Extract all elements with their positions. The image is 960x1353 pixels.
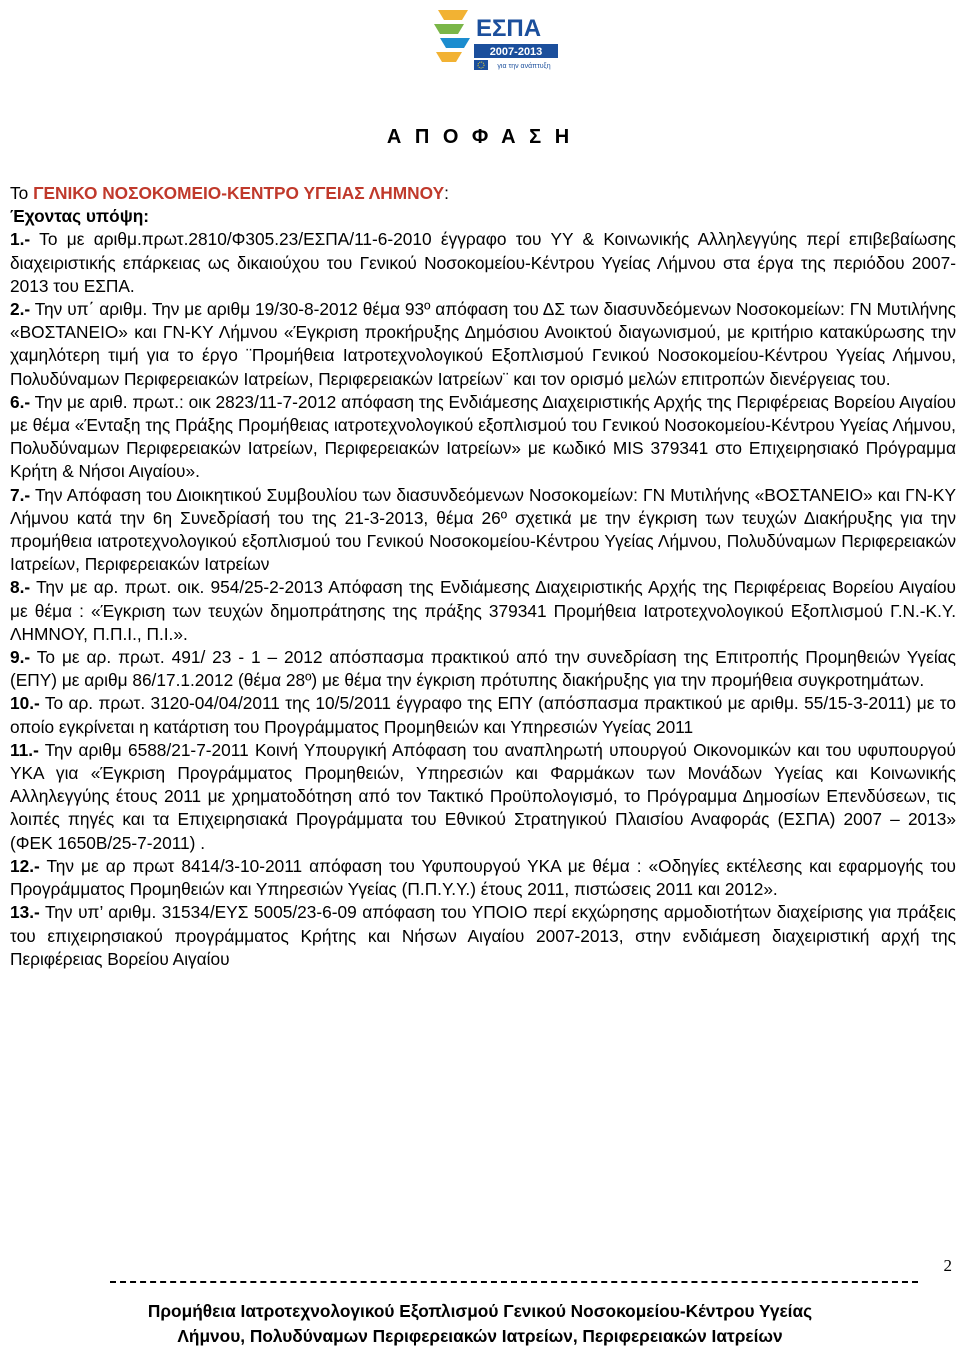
item-number: 2.- [10, 299, 31, 320]
item-number: 13.- [10, 902, 40, 923]
consideration-item [10, 391, 956, 484]
intro-suffix: : [444, 183, 449, 203]
item-text: Την με αρ. πρωτ. οικ. 954/25-2-2013 Απόφαση της Ενδιάμεσης Διαχειριστικής Αρχής της Περιφέρειας Βορείου Αιγαίου με θέμα : «Έγκριση των τευχών δημοπράτησης της πράξης 379341 Προμήθεια Ιατροτεχνολογικού Εξοπλισμού Γ.Ν.-Κ.Υ. ΛΗΜΝΟΥ, Π.Π.Ι., Π.Ι.». [10, 577, 956, 644]
consideration-item [10, 692, 956, 738]
item-number: 10.- [10, 693, 40, 714]
intro-prefix: Το [10, 183, 34, 203]
item-text: Το αρ. πρωτ. 3120-04/04/2011 της 10/5/2011 έγγραφο της ΕΠΥ (απόσπασμα πρακτικού με αριθμ. 55/15-3-2011) με το οποίο εγκρίνεται η κατάρτιση του Προγράμματος Προμηθειών και Υπηρεσιών Υγείας 2011 [10, 693, 956, 737]
consideration-item [10, 901, 956, 971]
item-number: 6.- [10, 391, 31, 412]
item-number: 8.- [10, 577, 31, 598]
logo-period: 2007-2013 [489, 46, 543, 58]
consideration-item [10, 484, 956, 577]
item-text: Την με αριθ. πρωτ.: οικ 2823/11-7-2012 απόφαση της Ενδιάμεσης Διαχειριστικής Αρχής της Περιφέρειας Βορείου Αιγαίου με θέμα «Ένταξη της Πράξης Προμήθειας ιατροτεχνολογικού εξοπλισμού του Γενικού Νοσοκομείου-Κέντρου Υγείας Λήμνου, Πολυδύναμων Περιφερειακών Ιατρείων, Περιφερειακών Ιατρείων» με κωδικό MIS 379341 στο Επιχειρησιακό Πρόγραμμα Κρήτη & Νήσοι Αιγαίου». [10, 391, 956, 482]
consideration-item [10, 646, 956, 692]
page-number: 2 [943, 1256, 952, 1275]
item-number: 7.- [10, 484, 31, 505]
considerations-list [10, 228, 956, 971]
page-title: Α Π Ο Φ Α Σ Η [386, 126, 574, 148]
footer-line-2: Λήμνου, Πολυδύναμων Περιφερειακών Ιατρείων, Περιφερειακών Ιατρείων [177, 1326, 783, 1346]
item-number: 11.- [10, 739, 39, 760]
item-text: Την υπ΄ αριθμ. Την με αριθμ 19/30-8-2012 θέμα 93º απόφαση του ΔΣ των διασυνδεόμενων Νοσοκομείων: ΓΝ Μυτιλήνης «ΒΟΣΤΑΝΕΙΟ» και ΓΝ-ΚΥ Λήμνου «Έγκριση προκήρυξης Δημόσιου Ανοικτού διαγωνισμού, με κριτήριο κατακύρωσης την χαμηλότερη τιμή για το έργο ¨Προμήθεια Ιατροτεχνολογικού Εξοπλισμού Γενικού Νοσοκομείου-Κέντρου Υγείας Λήμνου, Πολυδύναμων Περιφερειακών Ιατρείων, Περιφερειακών Ιατρείων¨ και τον ορισμό μελών επιτροπών διενέργειας του. [10, 299, 956, 389]
item-text: Την αριθμ 6588/21-7-2011 Κοινή Υπουργική Απόφαση του αναπληρωτή υπουργού Οικονομικών και του υφυπουργού ΥΚΑ για «Έγκριση Προγράμματος Προμηθειών, Υπηρεσιών και Φαρμάκων των Μονάδων Υγείας και Κοινωνικής Αλληλεγγύης έτους 2011 με χρηματοδότηση από τον Τακτικό Προϋπολογισμό, το Πρόγραμμα Δημοσίων Επενδύσεων, τις λοιπές πηγές και τα Επιχειρησιακά Προγράμματα του Εθνικού Στρατηγικού Πλαισίου Αναφοράς (ΕΣΠΑ) 2007 – 2013» (ΦΕΚ 1650Β/25-7-2011) . [10, 739, 956, 853]
consideration-item [10, 576, 956, 646]
consideration-item [10, 855, 956, 901]
item-text: Το με αρ. πρωτ. 491/ 23 - 1 – 2012 απόσπασμα πρακτικού από την συνεδρίαση της Επιτροπής Προμηθειών Υγείας (ΕΠΥ) με αριθμ 86/17.1.2012 (θέμα 28º) με θέμα την έγκριση πρότυπης διακήρυξης για την προμήθεια συγκροτημάτων. [10, 647, 956, 691]
item-number: 9.- [10, 647, 31, 668]
having-label: Έχοντας υπόψη: [10, 206, 150, 227]
intro-line [10, 182, 956, 205]
item-text: Την με αρ πρωτ 8414/3-10-2011 απόφαση του Υφυπουργού ΥΚΑ με θέμα : «Οδηγίες εκτέλεσης και εφαρμογής του Προγράμματος Προμηθειών και Υπηρεσιών Υγείας (Π.Π.Υ.Υ.) έτους 2011, πιστώσεις 2011 και 2012». [10, 855, 956, 900]
hospital-name: ΓΕΝΙΚΟ ΝΟΣΟΚΟΜΕΙΟ-ΚΕΝΤΡΟ ΥΓΕΙΑΣ ΛΗΜΝΟΥ [33, 183, 445, 203]
item-text: Το με αριθμ.πρωτ.2810/Φ305.23/ΕΣΠΑ/11-6-2010 έγγραφο του ΥΥ & Κοινωνικής Αλληλεγγύης περί επιβεβαίωσης διαχειριστικής επάρκειας ως δικαιούχου του Γενικού Νοσοκομείου-Κέντρου Υγείας Λήμνου στα έργα της περιόδου 2007-2013 του ΕΣΠΑ. [10, 229, 956, 296]
logo-brand: ΕΣΠΑ [476, 15, 542, 42]
item-text: Την υπ’ αριθμ. 31534/ΕΥΣ 5005/23-6-09 απόφαση του ΥΠΟΙΟ περί εκχώρησης αρμοδιοτήτων διαχείρισης για πράξεις του επιχειρησιακού προγράμματος Κρήτης και Νήσων Αιγαίου 2007-2013, στην ενδιάμεση διαχειριστική αρχή της Περιφέρειας Βορείου Αιγαίου [10, 902, 956, 969]
logo-tagline: για την ανάπτυξη [497, 63, 551, 70]
footer-divider [110, 1281, 918, 1285]
item-number: 1.- [10, 229, 31, 250]
consideration-item [10, 298, 956, 391]
espa-logo [432, 6, 560, 74]
consideration-item [10, 739, 956, 855]
document-body [10, 182, 956, 971]
footer-line-1: Προμήθεια Ιατροτεχνολογικού Εξοπλισμού Γενικού Νοσοκομείου-Κέντρου Υγείας [147, 1301, 813, 1321]
footer [0, 1299, 960, 1349]
consideration-item [10, 228, 956, 298]
item-number: 12.- [10, 855, 40, 876]
item-text: Την Απόφαση του Διοικητικού Συμβουλίου των διασυνδεόμενων Νοσοκομείων: ΓΝ Μυτιλήνης «ΒΟΣΤΑΝΕΙΟ» και ΓΝ-ΚΥ Λήμνου κατά την 6η Συνεδρίασή του της 21-3-2013, θέμα 26º σχετικά με την έγκριση των τευχών Διακήρυξης για την προμήθεια ιατροτεχνολογικού εξοπλισμού του Γενικού Νοσοκομείου-Κέντρου Υγείας Λήμνου, Πολυδύναμων Περιφερειακών Ιατρείων, Περιφερειακών Ιατρείων [10, 484, 956, 575]
